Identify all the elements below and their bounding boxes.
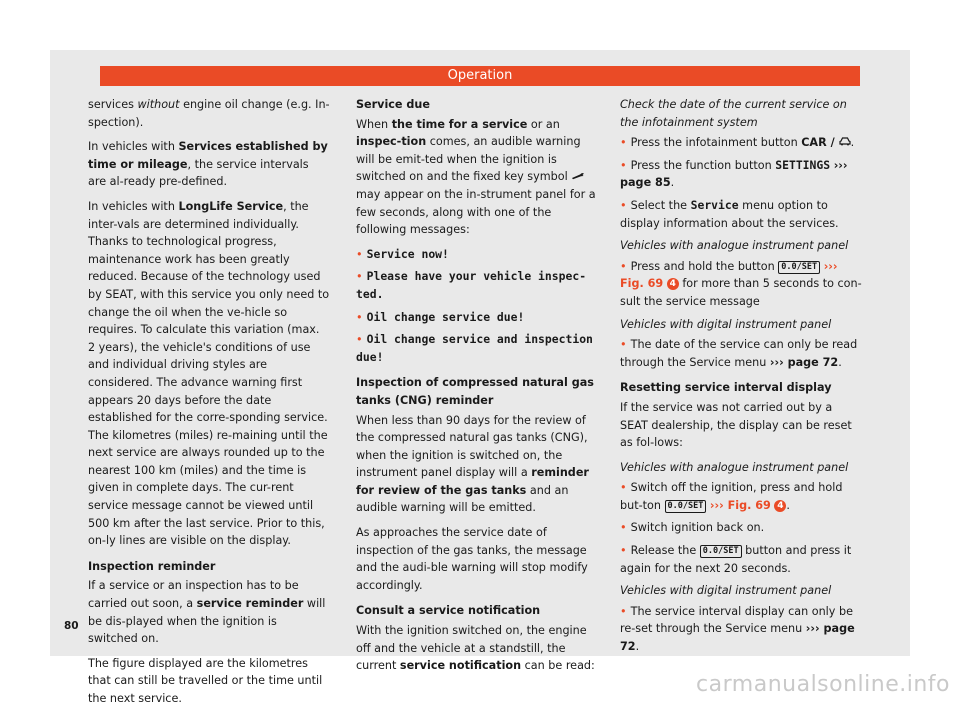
page-link[interactable]: ››› page 72	[769, 355, 839, 369]
paragraph: If the service was not carried out by a SEAT dealership, the display can be reset as fol-lows:	[620, 400, 852, 450]
paragraph: As approaches the service date of inspection of the gas tanks, the message and the audi-ble warning will stop modify accordingly.	[356, 526, 588, 592]
paragraph: services without engine oil change (e.g. In-spection).	[88, 98, 330, 129]
bullet-icon: •	[620, 136, 627, 150]
subheading: Vehicles with digital instrument panel	[620, 317, 832, 331]
list-item: • Oil change service and inspection due!	[356, 332, 593, 364]
car-menu-icon	[839, 136, 851, 149]
paragraph: If a service or an inspection has to be carried out soon, a service reminder will be dis-played when the ignition is switched on.	[88, 579, 326, 646]
bullet-icon: •	[356, 310, 363, 324]
heading-service-due: Service due	[356, 98, 430, 111]
set-button-key: 0.0/SET	[700, 545, 742, 558]
bullet-icon: •	[356, 333, 363, 347]
paragraph: With the ignition switched on, the engine off and the vehicle at a standstill, the current service notification can be read:	[356, 624, 595, 673]
paragraph: In vehicles with LongLife Service, the inter-vals are determined individually. Thanks to technological progress, maintenance work has been greatly reduced. Because of the technology used by SEAT, with this service you only need to change the oil when the ve-hicle so requires. To calculate this variation (max. 2 years), the vehicle's conditions of use and individual driving styles are considered. The advance warning first appears 20 days before the date established for the corre-sponding service. The kilometres (miles) re-maining until the next service are always rounded up to the nearest 100 km (miles) and the time is given in complete days. The cur-rent service message cannot be viewed until 500 km after the last service. Prior to this, on-ly lines are visible on the display.	[88, 199, 330, 548]
figure-callout: 4	[774, 500, 786, 512]
paragraph: The figure displayed are the kilometres that can still be travelled or the time until the next service.	[88, 656, 323, 705]
set-button-key: 0.0/SET	[778, 261, 820, 274]
list-item: • Press the infotainment button CAR / .	[620, 136, 855, 150]
figure-link[interactable]: ››› Fig. 69	[620, 259, 838, 291]
heading-consult-notification: Consult a service notification	[356, 604, 541, 618]
page-link[interactable]: ››› page 85	[620, 158, 848, 190]
list-item: • Select the Service menu option to display information about the services.	[620, 197, 839, 230]
list-item: • Release the 0.0/SET button and press it again for the next 20 seconds.	[620, 544, 852, 575]
column-2	[356, 96, 600, 682]
bullet-icon: •	[620, 158, 627, 172]
bullet-icon: •	[356, 270, 363, 284]
page-link[interactable]: ››› page 72	[620, 622, 855, 654]
bullet-icon: •	[620, 604, 627, 618]
bullet-icon: •	[620, 481, 627, 495]
subheading: Vehicles with digital instrument panel	[620, 584, 832, 598]
subheading: Vehicles with analogue instrument panel	[620, 460, 849, 474]
paragraph: In vehicles with Services established by time or mileage, the service intervals are al-ready pre-defined.	[88, 140, 328, 189]
subheading: Check the date of the current service on the infotainment system	[620, 98, 847, 129]
column-1	[88, 96, 330, 715]
figure-callout: 4	[667, 278, 679, 290]
heading-cng-reminder: Inspection of compressed natural gas tanks (CNG) reminder	[356, 376, 594, 407]
list-item: • The date of the service can only be read through the Service menu ››› page 72.	[620, 338, 858, 369]
bullet-icon: •	[356, 247, 363, 261]
column-3	[620, 96, 862, 661]
figure-link[interactable]: ››› Fig. 69	[709, 498, 771, 512]
list-item: • The service interval display can only be re-set through the Service menu ››› page 72.	[620, 604, 855, 654]
list-item: • Service now!	[356, 246, 449, 261]
list-item: • Press the function button SETTINGS ››› page 85.	[620, 157, 848, 190]
wrench-icon	[571, 170, 585, 183]
bullet-icon: •	[620, 198, 627, 212]
subheading: Vehicles with analogue instrument panel	[620, 239, 849, 253]
heading-resetting: Resetting service interval display	[620, 381, 832, 395]
list-item: • Please have your vehicle inspec-ted.	[356, 269, 587, 301]
bullet-icon: •	[620, 338, 627, 352]
watermark: carmanualsonline.info	[696, 672, 950, 697]
paragraph: When less than 90 days for the review of the compressed natural gas tanks (CNG), when the ignition is switched on, the instrument panel display will a reminder for review of the gas tanks and an audible warning will be emitted.	[356, 413, 589, 515]
bullet-icon: •	[620, 259, 627, 273]
list-item: • Switch off the ignition, press and hold but-ton 0.0/SET ››› Fig. 69 4 .	[620, 481, 843, 512]
bullet-icon: •	[620, 521, 627, 535]
list-item: • Press and hold the button 0.0/SET ››› Fig. 69 4 for more than 5 seconds to con-sult the service message	[620, 259, 862, 308]
list-item: • Oil change service due!	[356, 309, 525, 324]
section-header: Operation	[100, 66, 860, 86]
list-item: • Switch ignition back on.	[620, 521, 765, 535]
page-number: 80	[64, 620, 79, 632]
heading-inspection-reminder: Inspection reminder	[88, 559, 216, 573]
set-button-key: 0.0/SET	[665, 500, 707, 513]
bullet-icon: •	[620, 544, 627, 558]
paragraph: When the time for a service or an inspec-tion comes, an audible warning will be emit-ted when the ignition is switched on and the fixed key symbol may appear on the in-strument panel for a few seconds, along with one of the following messages:	[356, 117, 596, 237]
